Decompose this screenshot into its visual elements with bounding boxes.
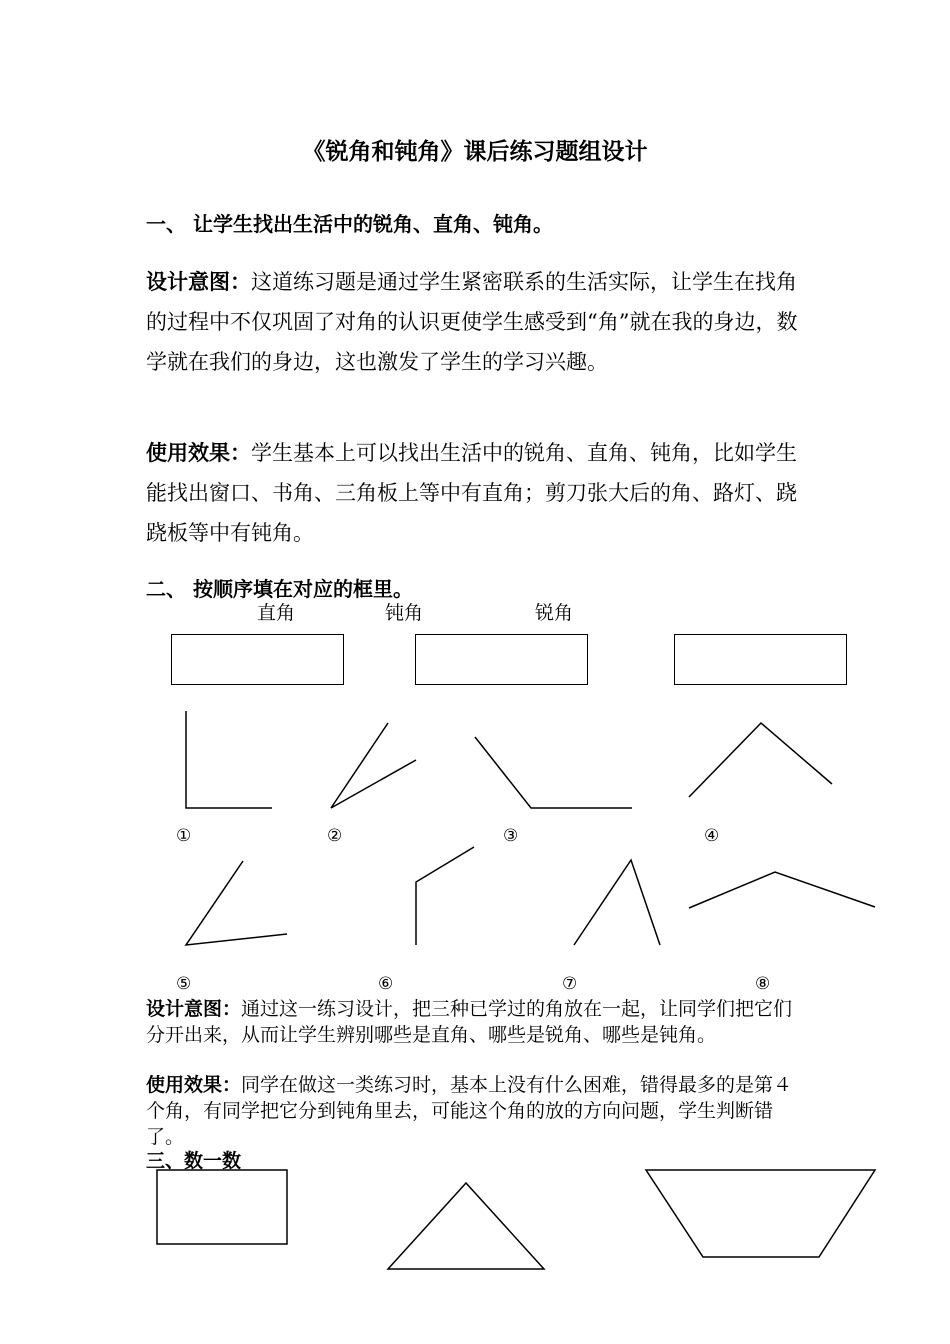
- angle-8-obtuse: [689, 872, 875, 908]
- angle-number-1: ①: [176, 826, 192, 846]
- section2-intent: [146, 996, 810, 1048]
- angle-4-right: [689, 723, 832, 797]
- count-shape-rectangle: [157, 1170, 287, 1244]
- angle-1-right: [186, 711, 272, 808]
- section2-intent-text: 通过这一练习设计，把三种已学过的角放在一起，让同学们把它们分开出来，从而让学生辨别哪些是直角、哪些是锐角、哪些是钝角。: [146, 998, 793, 1046]
- angle-number-7: ⑦: [562, 974, 578, 994]
- angle-number-4: ④: [704, 826, 720, 846]
- page-title: 《锐角和钝角》课后练习题组设计: [302, 138, 648, 165]
- section3-heading: 三、数一数: [146, 1150, 242, 1172]
- angle-number-5: ⑤: [176, 974, 192, 994]
- section2-effect-label: 使用效果：: [146, 1074, 242, 1096]
- count-shape-trapezoid: [646, 1170, 875, 1257]
- angle-6-obtuse: [416, 847, 474, 945]
- section1-intent-label: 设计意图：: [146, 269, 251, 294]
- section1-effect-label: 使用效果：: [146, 440, 251, 465]
- angle-2-acute: [331, 723, 416, 808]
- angle-7-acute: [574, 860, 660, 945]
- count-shape-triangle: [388, 1183, 544, 1269]
- angle-3-obtuse: [475, 737, 632, 808]
- section2-effect: [146, 1072, 810, 1150]
- angle-number-2: ②: [327, 826, 343, 846]
- box-label-obtuse-angle: 钝角: [385, 602, 424, 624]
- section1-effect-text: 学生基本上可以找出生活中的锐角、直角、钝角，比如学生能找出窗口、书角、三角板上等中有直角；剪刀张大后的角、路灯、跷跷板等中有钝角。: [146, 441, 797, 545]
- angle-number-8: ⑧: [755, 974, 771, 994]
- angle-number-6: ⑥: [378, 974, 394, 994]
- box-label-right-angle: 直角: [257, 602, 296, 624]
- box-label-acute-angle: 锐角: [535, 602, 574, 624]
- section1-heading: 一、 让学生找出生活中的锐角、直角、钝角。: [146, 212, 553, 236]
- section2-heading: 二、 按顺序填在对应的框里。: [146, 577, 413, 601]
- angle-number-3: ③: [503, 826, 519, 846]
- section2-intent-label: 设计意图：: [146, 998, 242, 1020]
- angle-5-acute: [186, 861, 287, 945]
- section1-intent-text: 这道练习题是通过学生紧密联系的生活实际，让学生在找角的过程中不仅巩固了对角的认识更使学生感受到“角”就在我的身边，数学就在我们的身边，这也激发了学生的学习兴趣。: [146, 270, 798, 374]
- section2-effect-text: 同学在做这一类练习时，基本上没有什么困难，错得最多的是第４个角，有同学把它分到钝角里去，可能这个角的放的方向问题，学生判断错了。: [146, 1074, 793, 1148]
